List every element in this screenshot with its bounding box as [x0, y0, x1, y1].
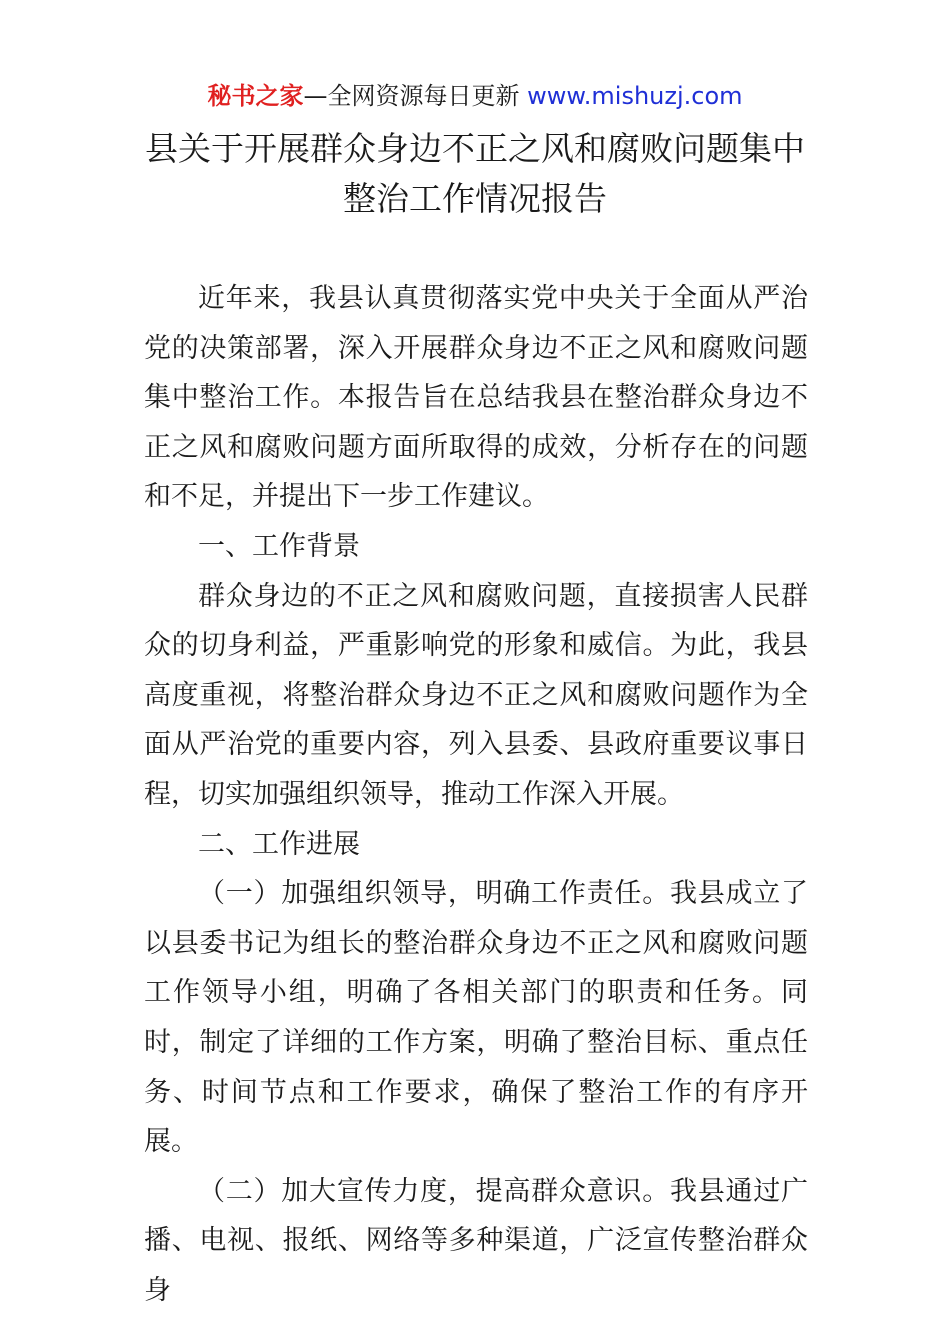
site-url-link[interactable]: www.mishuzj.com: [527, 82, 743, 110]
section-heading-background: 一、工作背景: [198, 530, 360, 562]
background-paragraph: 群众身边的不正之风和腐败问题，直接损害人民群众的切身利益，严重影响党的形象和威信。为此，我县高度重视，将整治群众身边不正之风和腐败问题作为全面从严治党的重要内容，列入县委、县政府重要议事日程，切实加强组织领导，推动工作深入开展。: [144, 580, 808, 810]
intro-paragraph: 近年来，我县认真贯彻落实党中央关于全面从严治党的决策部署，深入开展群众身边不正之风和腐败问题集中整治工作。本报告旨在总结我县在整治群众身边不正之风和腐败问题方面所取得的成效，分析存在的问题和不足，并提出下一步工作建议。: [144, 283, 808, 513]
document-title-line-1: 县关于开展群众身边不正之风和腐败问题集中: [145, 129, 805, 168]
progress-paragraph-1: （一）加强组织领导，明确工作责任。我县成立了以县委书记为组长的整治群众身边不正之风和腐败问题工作领导小组，明确了各相关部门的职责和任务。同时，制定了详细的工作方案，明确了整治目标、重点任务、时间节点和工作要求，确保了整治工作的有序开展。: [144, 878, 808, 1158]
header-tagline: —全网资源每日更新: [303, 82, 528, 110]
document-title: [0, 124, 950, 224]
document-title-line-2: 整治工作情况报告: [343, 179, 607, 218]
brand-name: 秘书之家: [207, 82, 304, 110]
progress-paragraph-2: （二）加大宣传力度，提高群众意识。我县通过广播、电视、报纸、网络等多种渠道，广泛宣传整治群众身: [144, 1175, 808, 1306]
document-body: [144, 274, 808, 1315]
section-heading-progress: 二、工作进展: [198, 828, 360, 860]
site-header: [0, 80, 950, 112]
